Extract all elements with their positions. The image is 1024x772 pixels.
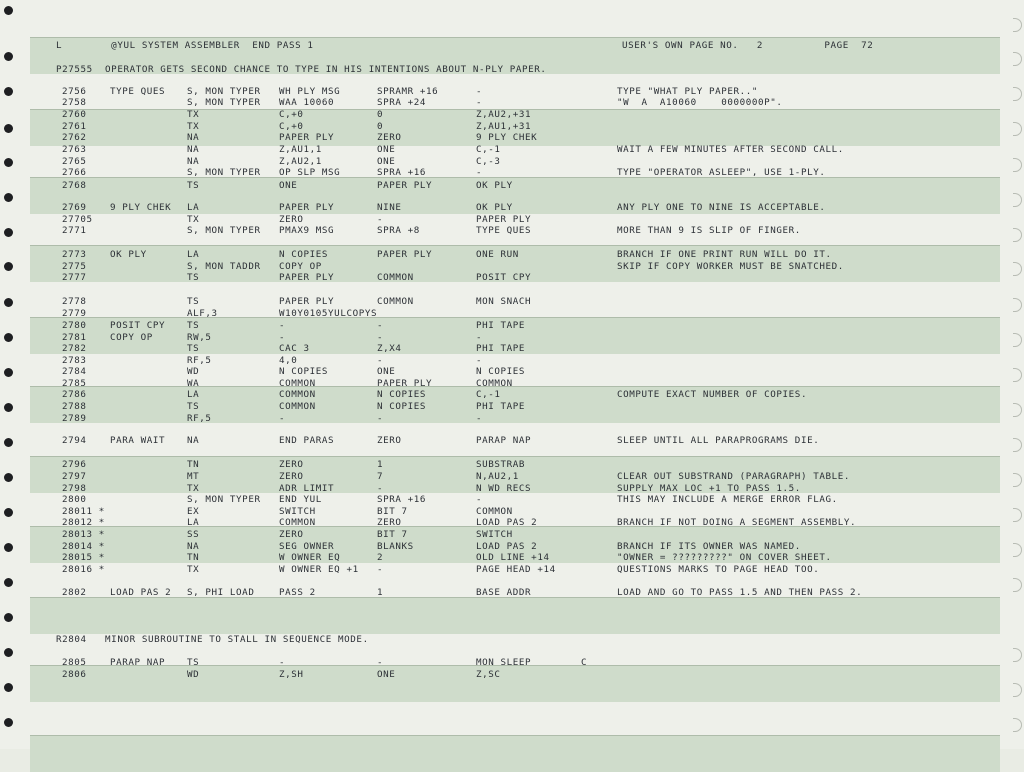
row-c4: SPRAMR +16 bbox=[377, 86, 439, 97]
row-operand: N COPIES bbox=[279, 249, 329, 260]
row-c5: - bbox=[476, 413, 483, 424]
feed-hole-icon bbox=[4, 683, 13, 692]
row-label: PARAP NAP bbox=[110, 657, 166, 668]
right-hole-icon bbox=[1013, 158, 1022, 172]
feed-hole-icon bbox=[4, 473, 13, 482]
row-c5: C,-1 bbox=[476, 389, 501, 400]
row-operand: C,+0 bbox=[279, 109, 304, 120]
row-op: LA bbox=[187, 202, 200, 213]
row-c5: PARAP NAP bbox=[476, 435, 532, 446]
row-num: 2769 bbox=[62, 202, 87, 213]
green-band bbox=[30, 597, 1000, 634]
row-comment: WAIT A FEW MINUTES AFTER SECOND CALL. bbox=[617, 144, 844, 155]
row-c4: BLANKS bbox=[377, 541, 414, 552]
right-hole-icon bbox=[1013, 718, 1022, 732]
row-op: TS bbox=[187, 180, 200, 191]
row-num: 2775 bbox=[62, 261, 87, 272]
row-comment: THIS MAY INCLUDE A MERGE ERROR FLAG. bbox=[617, 494, 838, 505]
row-op: WD bbox=[187, 366, 200, 377]
row-op: ALF,3 bbox=[187, 308, 218, 319]
row-num: 2798 bbox=[62, 483, 87, 494]
row-c4: 7 bbox=[377, 471, 384, 482]
row-num: 2765 bbox=[62, 156, 87, 167]
row-c4: - bbox=[377, 564, 384, 575]
row-op: S, MON TYPER bbox=[187, 86, 261, 97]
row-num: 28013 * bbox=[62, 529, 105, 540]
right-hole-icon bbox=[1013, 508, 1022, 522]
row-c5: TYPE QUES bbox=[476, 225, 532, 236]
row-comment: LOAD AND GO TO PASS 1.5 AND THEN PASS 2. bbox=[617, 587, 863, 598]
row-c5: Z,AU1,+31 bbox=[476, 121, 532, 132]
row-num: 2779 bbox=[62, 308, 87, 319]
row-num: 2760 bbox=[62, 109, 87, 120]
row-operand: SWITCH bbox=[279, 506, 316, 517]
row-num: 28015 * bbox=[62, 552, 105, 563]
row-num: 2771 bbox=[62, 225, 87, 236]
row-num: 2800 bbox=[62, 494, 87, 505]
right-hole-icon bbox=[1013, 193, 1022, 207]
row-c5: COMMON bbox=[476, 378, 513, 389]
row-operand: ZERO bbox=[279, 214, 304, 225]
row-op: NA bbox=[187, 144, 200, 155]
row-c4: - bbox=[377, 657, 384, 668]
row-op: TN bbox=[187, 552, 200, 563]
row-c5: ONE RUN bbox=[476, 249, 519, 260]
row-operand: W OWNER EQ +1 bbox=[279, 564, 359, 575]
green-band bbox=[30, 177, 1000, 214]
page-header-left: L @YUL SYSTEM ASSEMBLER END PASS 1 bbox=[56, 40, 314, 51]
row-label: PARA WAIT bbox=[110, 435, 166, 446]
row-operand: CAC 3 bbox=[279, 343, 310, 354]
row-c4: - bbox=[377, 413, 384, 424]
row-num: 27705 bbox=[62, 214, 93, 225]
row-operand: ADR LIMIT bbox=[279, 483, 335, 494]
right-hole-icon bbox=[1013, 473, 1022, 487]
row-op: TS bbox=[187, 272, 200, 283]
row-c5: OK PLY bbox=[476, 202, 513, 213]
row-operand: SEG OWNER bbox=[279, 541, 335, 552]
row-operand: - bbox=[279, 657, 286, 668]
row-comment: BRANCH IF ONE PRINT RUN WILL DO IT. bbox=[617, 249, 832, 260]
row-num: 28014 * bbox=[62, 541, 105, 552]
row-num: 2794 bbox=[62, 435, 87, 446]
feed-hole-icon bbox=[4, 718, 13, 727]
feed-hole-icon bbox=[4, 87, 13, 96]
row-c5: N,AU2,1 bbox=[476, 471, 519, 482]
row-num: 2805 bbox=[62, 657, 87, 668]
feed-hole-icon bbox=[4, 613, 13, 622]
row-num: 2781 bbox=[62, 332, 87, 343]
row-comment: COMPUTE EXACT NUMBER OF COPIES. bbox=[617, 389, 808, 400]
row-label: OK PLY bbox=[110, 249, 147, 260]
row-operand: ONE bbox=[279, 180, 298, 191]
row-label: 9 PLY CHEK bbox=[110, 202, 172, 213]
row-op: NA bbox=[187, 156, 200, 167]
row-operand: - bbox=[279, 413, 286, 424]
right-hole-icon bbox=[1013, 578, 1022, 592]
section-title: P27555 OPERATOR GETS SECOND CHANCE TO TYPE IN HIS INTENTIONS ABOUT N-PLY PAPER. bbox=[56, 64, 547, 75]
row-c4: - bbox=[377, 355, 384, 366]
row-c5: C,-3 bbox=[476, 156, 501, 167]
row-operand: N COPIES bbox=[279, 366, 329, 377]
row-c5: - bbox=[476, 332, 483, 343]
row-c4: BIT 7 bbox=[377, 529, 408, 540]
row-op: LA bbox=[187, 517, 200, 528]
row-comment: MORE THAN 9 IS SLIP OF FINGER. bbox=[617, 225, 801, 236]
row-op: MT bbox=[187, 471, 200, 482]
row-num: 2780 bbox=[62, 320, 87, 331]
row-operand: W OWNER EQ bbox=[279, 552, 341, 563]
green-band bbox=[30, 665, 1000, 702]
row-num: 2797 bbox=[62, 471, 87, 482]
row-num: 2788 bbox=[62, 401, 87, 412]
row-label: LOAD PAS 2 bbox=[110, 587, 172, 598]
right-hole-icon bbox=[1013, 683, 1022, 697]
row-num: 2786 bbox=[62, 389, 87, 400]
row-c5: Z,SC bbox=[476, 669, 501, 680]
row-operand: COMMON bbox=[279, 517, 316, 528]
row-operand: COPY OP bbox=[279, 261, 322, 272]
row-c4: ZERO bbox=[377, 517, 402, 528]
row-c4: SPRA +8 bbox=[377, 225, 420, 236]
row-num: 2784 bbox=[62, 366, 87, 377]
feed-hole-icon bbox=[4, 438, 13, 447]
row-c4: SPRA +16 bbox=[377, 167, 427, 178]
row-operand: COMMON bbox=[279, 389, 316, 400]
row-op: TS bbox=[187, 320, 200, 331]
row-c5: POSIT CPY bbox=[476, 272, 532, 283]
row-c5: SUBSTRAB bbox=[476, 459, 526, 470]
row-comment: QUESTIONS MARKS TO PAGE HEAD TOO. bbox=[617, 564, 820, 575]
row-num: 2761 bbox=[62, 121, 87, 132]
row-c5: PAPER PLY bbox=[476, 214, 532, 225]
row-c4: N COPIES bbox=[377, 401, 427, 412]
row-c5: SWITCH bbox=[476, 529, 513, 540]
row-c4: 2 bbox=[377, 552, 384, 563]
row-c4: SPRA +24 bbox=[377, 97, 427, 108]
row-op: RW,5 bbox=[187, 332, 212, 343]
row-op: S, MON TADDR bbox=[187, 261, 261, 272]
row-op: RF,5 bbox=[187, 355, 212, 366]
row-c4: - bbox=[377, 332, 384, 343]
row-op: LA bbox=[187, 249, 200, 260]
row-c5: - bbox=[476, 494, 483, 505]
row-c5: PHI TAPE bbox=[476, 343, 526, 354]
row-c4: 0 bbox=[377, 109, 384, 120]
row-c4: ONE bbox=[377, 669, 396, 680]
row-c4: PAPER PLY bbox=[377, 249, 433, 260]
row-comment: BRANCH IF ITS OWNER WAS NAMED. bbox=[617, 541, 801, 552]
row-c5: - bbox=[476, 97, 483, 108]
right-hole-icon bbox=[1013, 122, 1022, 136]
row-operand: - bbox=[279, 320, 286, 331]
row-c4: PAPER PLY bbox=[377, 180, 433, 191]
row-operand: 4,0 bbox=[279, 355, 298, 366]
row-operand: ZERO bbox=[279, 529, 304, 540]
row-comment: CLEAR OUT SUBSTRAND (PARAGRAPH) TABLE. bbox=[617, 471, 850, 482]
right-hole-icon bbox=[1013, 18, 1022, 32]
feed-hole-icon bbox=[4, 648, 13, 657]
row-num: 2758 bbox=[62, 97, 87, 108]
row-c4: COMMON bbox=[377, 272, 414, 283]
row-c5: LOAD PAS 2 bbox=[476, 517, 538, 528]
feed-hole-icon bbox=[4, 543, 13, 552]
row-num: 2778 bbox=[62, 296, 87, 307]
right-hole-icon bbox=[1013, 368, 1022, 382]
row-c4: COMMON bbox=[377, 296, 414, 307]
row-comment: TYPE "OPERATOR ASLEEP", USE 1-PLY. bbox=[617, 167, 826, 178]
row-label: COPY OP bbox=[110, 332, 153, 343]
row-c5: COMMON bbox=[476, 506, 513, 517]
row-op: TS bbox=[187, 657, 200, 668]
row-c4: - bbox=[377, 320, 384, 331]
green-band bbox=[30, 735, 1000, 772]
row-op: RF,5 bbox=[187, 413, 212, 424]
row-num: 2763 bbox=[62, 144, 87, 155]
row-c5: OLD LINE +14 bbox=[476, 552, 550, 563]
row-c4: ONE bbox=[377, 144, 396, 155]
row-num: 28016 * bbox=[62, 564, 105, 575]
row-num: 2783 bbox=[62, 355, 87, 366]
row-label: POSIT CPY bbox=[110, 320, 166, 331]
row-num: 2773 bbox=[62, 249, 87, 260]
feed-hole-icon bbox=[4, 508, 13, 517]
section-title-2: R2804 MINOR SUBROUTINE TO STALL IN SEQUENCE MODE. bbox=[56, 634, 369, 645]
row-label: TYPE QUES bbox=[110, 86, 166, 97]
row-c4: ONE bbox=[377, 366, 396, 377]
row-c4: ONE bbox=[377, 156, 396, 167]
row-operand: PMAX9 MSG bbox=[279, 225, 335, 236]
row-operand: C,+0 bbox=[279, 121, 304, 132]
row-num: 28011 * bbox=[62, 506, 105, 517]
row-c4: SPRA +16 bbox=[377, 494, 427, 505]
row-comment: "OWNER = ?????????" ON COVER SHEET. bbox=[617, 552, 832, 563]
row-num: 2777 bbox=[62, 272, 87, 283]
row-op: S, PHI LOAD bbox=[187, 587, 255, 598]
row-operand: COMMON bbox=[279, 401, 316, 412]
row-operand: COMMON bbox=[279, 378, 316, 389]
row-num: 28012 * bbox=[62, 517, 105, 528]
row-op: TS bbox=[187, 401, 200, 412]
feed-hole-icon bbox=[4, 368, 13, 377]
row-c4: - bbox=[377, 483, 384, 494]
feed-hole-icon bbox=[4, 262, 13, 271]
row-comment: ANY PLY ONE TO NINE IS ACCEPTABLE. bbox=[617, 202, 826, 213]
row-c4: N COPIES bbox=[377, 389, 427, 400]
right-hole-icon bbox=[1013, 403, 1022, 417]
row-num: 2789 bbox=[62, 413, 87, 424]
row-c5: - bbox=[476, 167, 483, 178]
feed-hole-icon bbox=[4, 6, 13, 15]
row-operand: PAPER PLY bbox=[279, 296, 335, 307]
row-c4: PAPER PLY bbox=[377, 378, 433, 389]
row-c5: C,-1 bbox=[476, 144, 501, 155]
right-hole-icon bbox=[1013, 543, 1022, 557]
row-c4: ZERO bbox=[377, 435, 402, 446]
row-op: TX bbox=[187, 214, 200, 225]
row-op: TX bbox=[187, 121, 200, 132]
row-op: TX bbox=[187, 109, 200, 120]
row-op: NA bbox=[187, 541, 200, 552]
feed-hole-icon bbox=[4, 52, 13, 61]
row-comment: "W A A10060 0000000P". bbox=[617, 97, 783, 108]
row-operand: WAA 10060 bbox=[279, 97, 335, 108]
row-c5: PAGE HEAD +14 bbox=[476, 564, 556, 575]
row-operand: PAPER PLY bbox=[279, 132, 335, 143]
row-c5: - bbox=[476, 86, 483, 97]
row-num: 2806 bbox=[62, 669, 87, 680]
right-hole-icon bbox=[1013, 87, 1022, 101]
row-num: 2802 bbox=[62, 587, 87, 598]
row-comment: TYPE "WHAT PLY PAPER.." bbox=[617, 86, 759, 97]
row-operand: Z,SH bbox=[279, 669, 304, 680]
row-operand: PASS 2 bbox=[279, 587, 316, 598]
row-op: TX bbox=[187, 483, 200, 494]
row-num: 2766 bbox=[62, 167, 87, 178]
row-c5: MON SLEEP bbox=[476, 657, 532, 668]
row-op: TS bbox=[187, 343, 200, 354]
row-comment: SKIP IF COPY WORKER MUST BE SNATCHED. bbox=[617, 261, 844, 272]
feed-hole-icon bbox=[4, 158, 13, 167]
feed-hole-icon bbox=[4, 578, 13, 587]
feed-hole-icon bbox=[4, 298, 13, 307]
row-c4: 1 bbox=[377, 459, 384, 470]
row-c5: - bbox=[476, 355, 483, 366]
row-op: SS bbox=[187, 529, 200, 540]
row-c5: PHI TAPE bbox=[476, 320, 526, 331]
row-operand: W10Y0105YULCOPYS bbox=[279, 308, 378, 319]
row-op: S, MON TYPER bbox=[187, 225, 261, 236]
row-operand: - bbox=[279, 332, 286, 343]
row-c5: MON SNACH bbox=[476, 296, 532, 307]
row-extra: C bbox=[581, 657, 588, 668]
row-num: 2768 bbox=[62, 180, 87, 191]
row-op: NA bbox=[187, 435, 200, 446]
row-operand: END YUL bbox=[279, 494, 322, 505]
feed-hole-icon bbox=[4, 333, 13, 342]
row-c5: N WD RECS bbox=[476, 483, 532, 494]
row-c4: BIT 7 bbox=[377, 506, 408, 517]
row-comment: SUPPLY MAX LOC +1 TO PASS 1.5. bbox=[617, 483, 801, 494]
feed-hole-icon bbox=[4, 124, 13, 133]
row-op: WD bbox=[187, 669, 200, 680]
row-c5: N COPIES bbox=[476, 366, 526, 377]
row-operand: OP SLP MSG bbox=[279, 167, 341, 178]
row-c5: OK PLY bbox=[476, 180, 513, 191]
row-op: S, MON TYPER bbox=[187, 97, 261, 108]
row-operand: PAPER PLY bbox=[279, 202, 335, 213]
row-comment: BRANCH IF NOT DOING A SEGMENT ASSEMBLY. bbox=[617, 517, 857, 528]
right-hole-icon bbox=[1013, 648, 1022, 662]
row-operand: WH PLY MSG bbox=[279, 86, 341, 97]
row-num: 2756 bbox=[62, 86, 87, 97]
feed-hole-icon bbox=[4, 228, 13, 237]
right-hole-icon bbox=[1013, 438, 1022, 452]
row-c4: ZERO bbox=[377, 132, 402, 143]
page-header-right: USER'S OWN PAGE NO. 2 PAGE 72 bbox=[622, 40, 874, 51]
right-hole-icon bbox=[1013, 262, 1022, 276]
row-c5: LOAD PAS 2 bbox=[476, 541, 538, 552]
row-c4: 0 bbox=[377, 121, 384, 132]
row-num: 2796 bbox=[62, 459, 87, 470]
feed-hole-icon bbox=[4, 403, 13, 412]
row-op: TS bbox=[187, 296, 200, 307]
row-op: LA bbox=[187, 389, 200, 400]
row-c5: Z,AU2,+31 bbox=[476, 109, 532, 120]
row-num: 2782 bbox=[62, 343, 87, 354]
row-num: 2762 bbox=[62, 132, 87, 143]
row-op: NA bbox=[187, 132, 200, 143]
row-operand: Z,AU1,1 bbox=[279, 144, 322, 155]
row-op: TN bbox=[187, 459, 200, 470]
row-num: 2785 bbox=[62, 378, 87, 389]
row-c4: 1 bbox=[377, 587, 384, 598]
row-c4: Z,X4 bbox=[377, 343, 402, 354]
row-operand: ZERO bbox=[279, 459, 304, 470]
feed-hole-icon bbox=[4, 193, 13, 202]
row-c4: - bbox=[377, 214, 384, 225]
row-operand: PAPER PLY bbox=[279, 272, 335, 283]
row-operand: END PARAS bbox=[279, 435, 335, 446]
row-op: TX bbox=[187, 564, 200, 575]
right-hole-icon bbox=[1013, 228, 1022, 242]
row-comment: SLEEP UNTIL ALL PARAPROGRAMS DIE. bbox=[617, 435, 820, 446]
row-c5: 9 PLY CHEK bbox=[476, 132, 538, 143]
row-c5: PHI TAPE bbox=[476, 401, 526, 412]
row-op: S, MON TYPER bbox=[187, 494, 261, 505]
row-op: S, MON TYPER bbox=[187, 167, 261, 178]
right-hole-icon bbox=[1013, 333, 1022, 347]
right-hole-icon bbox=[1013, 52, 1022, 66]
row-operand: Z,AU2,1 bbox=[279, 156, 322, 167]
row-c5: BASE ADDR bbox=[476, 587, 532, 598]
row-op: EX bbox=[187, 506, 200, 517]
row-operand: ZERO bbox=[279, 471, 304, 482]
right-hole-icon bbox=[1013, 298, 1022, 312]
row-op: WA bbox=[187, 378, 200, 389]
row-c4: NINE bbox=[377, 202, 402, 213]
